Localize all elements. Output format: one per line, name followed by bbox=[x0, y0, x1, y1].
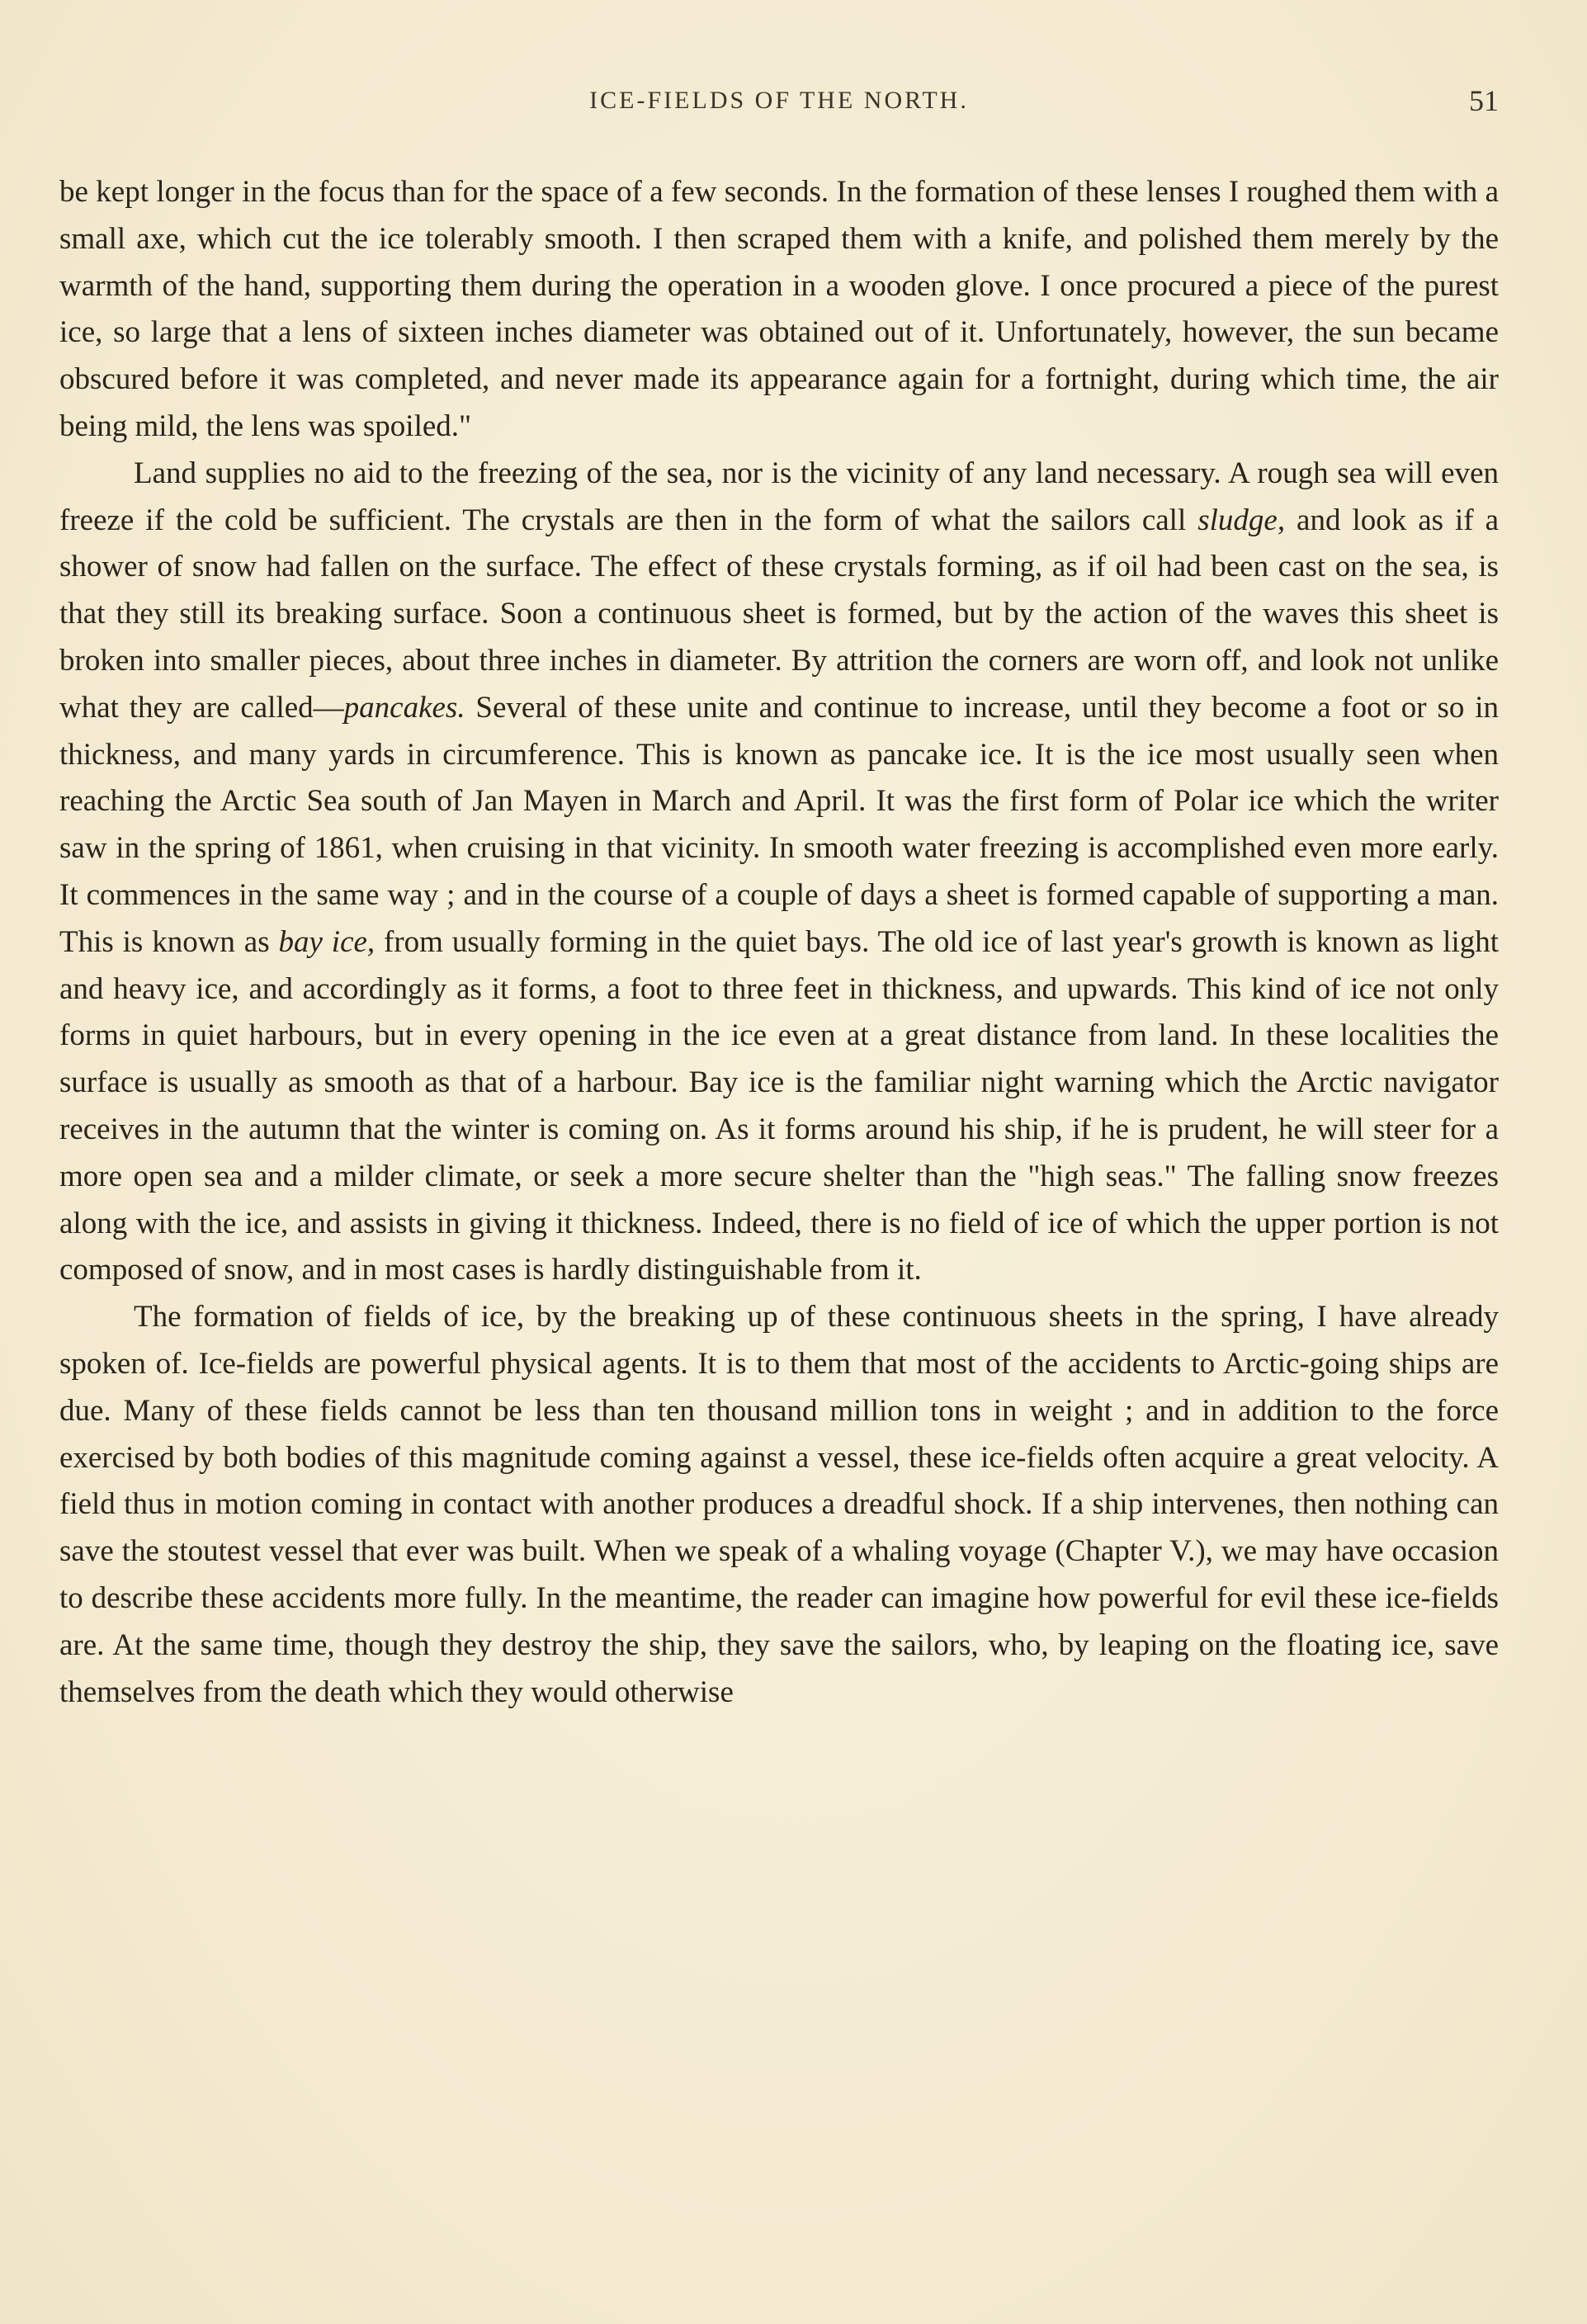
running-title: ICE-FIELDS OF THE NORTH. bbox=[589, 87, 969, 114]
paragraph-2-text-2: and look as if a shower of snow had fallen on the surface. The effect of these crystals forming, as if oil had been cast on the sea, is that they still its breaking surface. Soon a continuous sheet is formed, but by the action of the waves this sheet is broken into smaller pieces, about three inches in diameter. By attrition the corners are worn off, and look not unlike what they are called— bbox=[59, 503, 1499, 725]
paragraph-2-text-4: from usually forming in the quiet bays. The old ice of last year's growth is known as light and heavy ice, and accordingly as it forms, a foot to three feet in thickness, and upwards. This kind of ice not only forms in quiet harbours, but in every opening in the ice even at a great distance from land. In these localities the surface is usually as smooth as that of a harbour. Bay ice is the familiar night warning which the Arctic navigator receives in the autumn that the winter is coming on. As it forms around his ship, if he is prudent, he will steer for a more open sea and a milder climate, or seek a more secure shelter than the "high seas." The falling snow freezes along with the ice, and assists in giving it thickness. Indeed, there is no field of ice of which the upper portion is not composed of snow, and in most cases is hardly distinguishable from it. bbox=[59, 924, 1499, 1287]
paragraph-2 bbox=[59, 451, 1499, 1294]
paragraph-1: be kept longer in the focus than for the space of a few seconds. In the formation of these lenses I roughed them with a small axe, which cut the ice tolerably smooth. I then scraped them with a knife, and polished them merely by the warmth of the hand, supporting them during the operation in a wooden glove. I once procured a piece of the purest ice, so large that a lens of sixteen inches diameter was obtained out of it. Unfortunately, however, the sun became obscured before it was completed, and never made its appearance again for a fortnight, during which time, the air being mild, the lens was spoiled." bbox=[59, 175, 1499, 443]
italic-term-bay-ice: bay ice, bbox=[278, 924, 375, 959]
paragraph-2-text-1: Land supplies no aid to the freezing of the sea, nor is the vicinity of any land necessary. A rough sea will even freeze if the cold be sufficient. The crystals are then in the form of what the sailors call bbox=[59, 456, 1499, 537]
page-number: 51 bbox=[1469, 84, 1499, 117]
italic-term-pancakes: pancakes. bbox=[343, 690, 465, 725]
body-text bbox=[59, 169, 1499, 1716]
italic-term-sludge: sludge, bbox=[1197, 503, 1286, 537]
paragraph-2-text-3: Several of these unite and continue to increase, until they become a foot or so in thickness, and many yards in circumference. This is known as pancake ice. It is the ice most usually seen when reaching the Arctic Sea south of Jan Mayen in March and April. It was the first form of Polar ice which the writer saw in the spring of 1861, when cruising in that vicinity. In smooth water freezing is accomplished even more early. It commences in the same way ; and in the course of a couple of days a sheet is formed capable of supporting a man. This is known as bbox=[59, 690, 1499, 959]
running-head bbox=[59, 84, 1499, 128]
paragraph-3: The formation of fields of ice, by the breaking up of these continuous sheets in the spring, I have already spoken of. Ice-fields are powerful physical agents. It is to them that most of the accidents to Arctic-going ships are due. Many of these fields cannot be less than ten thousand million tons in weight ; and in addition to the force exercised by both bodies of this magnitude coming against a vessel, these ice-fields often acquire a great velocity. A field thus in motion coming in contact with another produces a dreadful shock. If a ship intervenes, then nothing can save the stoutest vessel that ever was built. When we speak of a whaling voyage (Chapter V.), we may have occasion to describe these accidents more fully. In the meantime, the reader can imagine how powerful for evil these ice-fields are. At the same time, though they destroy the ship, they save the sailors, who, by leaping on the floating ice, save themselves from the death which they would otherwise bbox=[59, 1300, 1499, 1709]
